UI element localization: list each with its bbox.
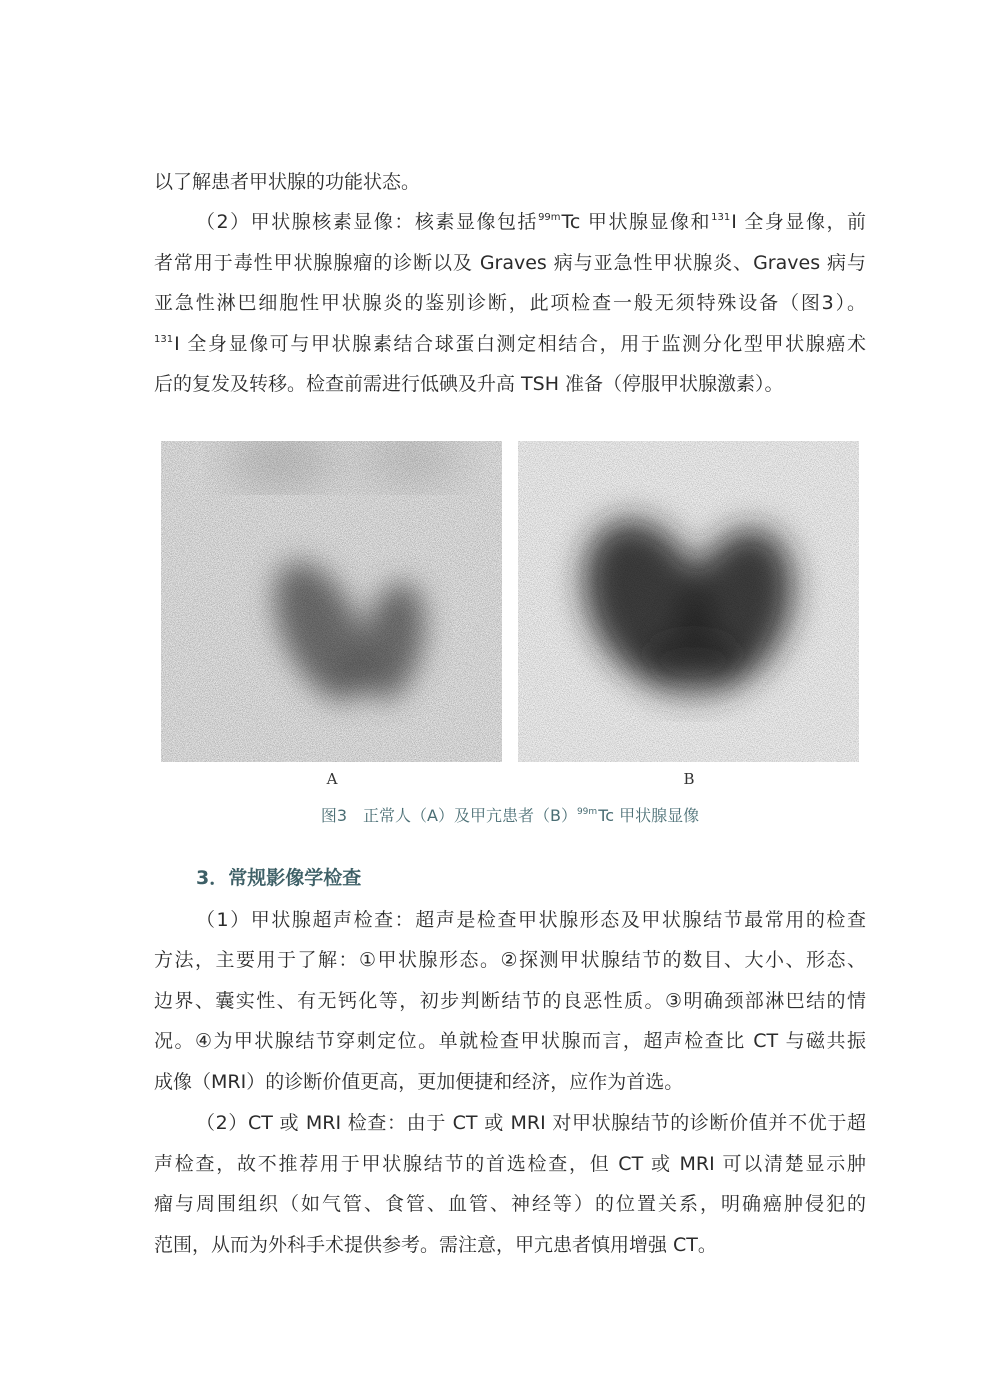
body-text-line: 边界、囊实性、有无钙化等，初步判断结节的良恶性质。③明确颈部淋巴结的情: [154, 990, 866, 1012]
isotope-superscript: 99m: [538, 212, 561, 223]
figure-label-b: B: [683, 770, 695, 788]
body-text-line: 以了解患者甲状腺的功能状态。: [154, 171, 421, 193]
body-text-line: 况。④为甲状腺结节穿刺定位。单就检查甲状腺而言，超声检查比 CT 与磁共振: [154, 1030, 866, 1052]
body-text-line: （1）甲状腺超声检查：超声是检查甲状腺形态及甲状腺结节最常用的检查: [196, 909, 866, 931]
text-run: （2）甲状腺核素显像：核素显像包括: [196, 211, 539, 233]
body-text-line: 瘤与周围组织（如气管、食管、血管、神经等）的位置关系，明确癌肿侵犯的: [154, 1193, 866, 1215]
isotope-superscript: 99m: [576, 807, 598, 817]
body-text-line: 方法，主要用于了解：①甲状腺形态。②探测甲状腺结节的数目、大小、形态、: [154, 949, 866, 971]
body-text-line: [196, 202, 866, 246]
isotope-superscript: 131: [154, 334, 174, 345]
caption-text: 图3 正常人（A）及甲亢患者（B）: [320, 806, 577, 825]
body-text-line: 成像（MRI）的诊断价值更高，更加便捷和经济，应作为首选。: [154, 1071, 684, 1093]
body-text-line: [154, 324, 866, 368]
figure-label-a: A: [326, 770, 338, 788]
text-run: I 全身显像可与甲状腺素结合球蛋白测定相结合，用于监测分化型甲状腺癌术: [174, 333, 866, 355]
figure-caption: [0, 802, 998, 833]
body-text-line: 者常用于毒性甲状腺腺瘤的诊断以及 Graves 病与亚急性甲状腺炎、Graves 病与: [154, 252, 866, 274]
body-text-line: 声检查，故不推荐用于甲状腺结节的首选检查，但 CT 或 MRI 可以清楚显示肿: [154, 1153, 866, 1175]
isotope-superscript: 131: [711, 212, 731, 223]
body-text-line: 亚急性淋巴细胞性甲状腺炎的鉴别诊断，此项检查一般无须特殊设备（图3）。: [154, 292, 866, 314]
body-text-line: （2）CT 或 MRI 检查：由于 CT 或 MRI 对甲状腺结节的诊断价值并不优于超: [196, 1112, 866, 1134]
body-text-line: 后的复发及转移。检查前需进行低碘及升高 TSH 准备（停服甲状腺激素）。: [154, 373, 784, 395]
thyroid-scan-hyperthyroid-image: [518, 441, 859, 762]
section-heading: 3．常规影像学检查: [196, 867, 362, 889]
thyroid-scan-normal-image: [161, 441, 502, 762]
caption-text: Tc 甲状腺显像: [598, 806, 700, 825]
text-run: Tc 甲状腺显像和: [561, 211, 712, 233]
body-text-line: 范围，从而为外科手术提供参考。需注意，甲亢患者慎用增强 CT。: [154, 1234, 717, 1256]
text-run: I 全身显像，前: [731, 211, 866, 233]
